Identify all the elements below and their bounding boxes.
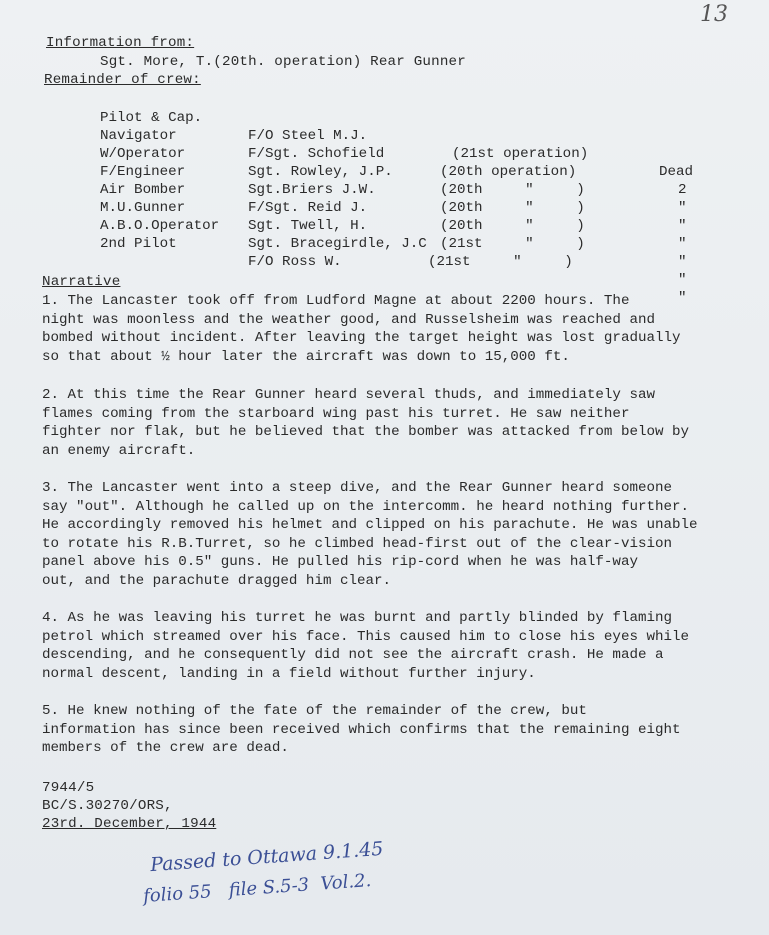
document-date: 23rd. December, 1944 — [42, 816, 217, 832]
page-number: 13 — [700, 2, 728, 27]
handwritten-note-2: folio 55 file S.5-3 Vol.2. — [142, 870, 372, 907]
crew-row: 2nd Pilot F/O Ross W. " — [100, 236, 687, 306]
crew-row: Pilot & Cap. F/O Steel M.J. (21st operation) Dead — [100, 110, 694, 180]
narrative-paragraph: 4. As he was leaving his turret he was burnt and partly blinded by flaming petrol which streamed over his face. This caused him to close his eyes while descending, and he consequently did not see the aircraft crash. He made a normal descent, landing in a field without further injury. — [42, 610, 690, 682]
crew-row: Air Bomber F/Sgt. Reid J. (20th " ) " — [100, 182, 687, 252]
crew-row: F/Engineer Sgt.Briers J.W. (20th " ) " — [100, 164, 687, 234]
reference-1: 7944/5 — [42, 780, 95, 796]
narrative-paragraph: 1. The Lancaster took off from Ludford Magne at about 2200 hours. The night was moonless and the weather good, and Russelsheim was reached and bombed without incident. After leaving the target height was lost gradually so that about ½ hour later the aircraft was down to 15,000 ft. — [42, 293, 681, 365]
narrative-paragraph: 2. At this time the Rear Gunner heard several thuds, and immediately saw flames coming from the starboard wing past his turret. He saw neither fighter nor flak, but he believed that the bomber was attacked from below by an enemy aircraft. — [42, 387, 690, 459]
narrative-paragraph: 5. He knew nothing of the fate of the remainder of the crew, but information has since been received which confirms that the remaining eight members of the crew are dead. — [42, 703, 681, 757]
handwritten-note-1: Passed to Ottawa 9.1.45 — [149, 837, 385, 877]
crew-row: Navigator F/Sgt. Schofield (20th operation) 2 — [100, 128, 687, 198]
narrative-paragraph: 3. The Lancaster went into a steep dive, and the Rear Gunner heard someone say "out". Although he called up on the intercomm. he heard nothing further. He accordingly removed his helmet and clipped on his parachute. He was unable to rotate his R.B.Turret, so he climbed head-first out of the clear-vision panel above his 0.5" guns. He pulled his rip-cord when he was half-way out, and the parachute dragged him clear. — [42, 480, 698, 589]
crew-row: M.U.Gunner Sgt. Twell, H. (21st " ) " — [100, 200, 687, 270]
info-label: Information from: — [46, 35, 195, 51]
crew-row: W/Operator Sgt. Rowley, J.P. (20th " ) " — [100, 146, 687, 216]
narrative-title: Narrative — [42, 274, 121, 290]
reference-2: BC/S.30270/ORS, — [42, 798, 173, 814]
informant: Sgt. More, T.(20th. operation) Rear Gunner — [100, 54, 466, 70]
remainder-label: Remainder of crew: — [44, 72, 201, 88]
crew-row: A.B.O.Operator Sgt. Bracegirdle, J.C (21st " ) " — [100, 218, 687, 288]
